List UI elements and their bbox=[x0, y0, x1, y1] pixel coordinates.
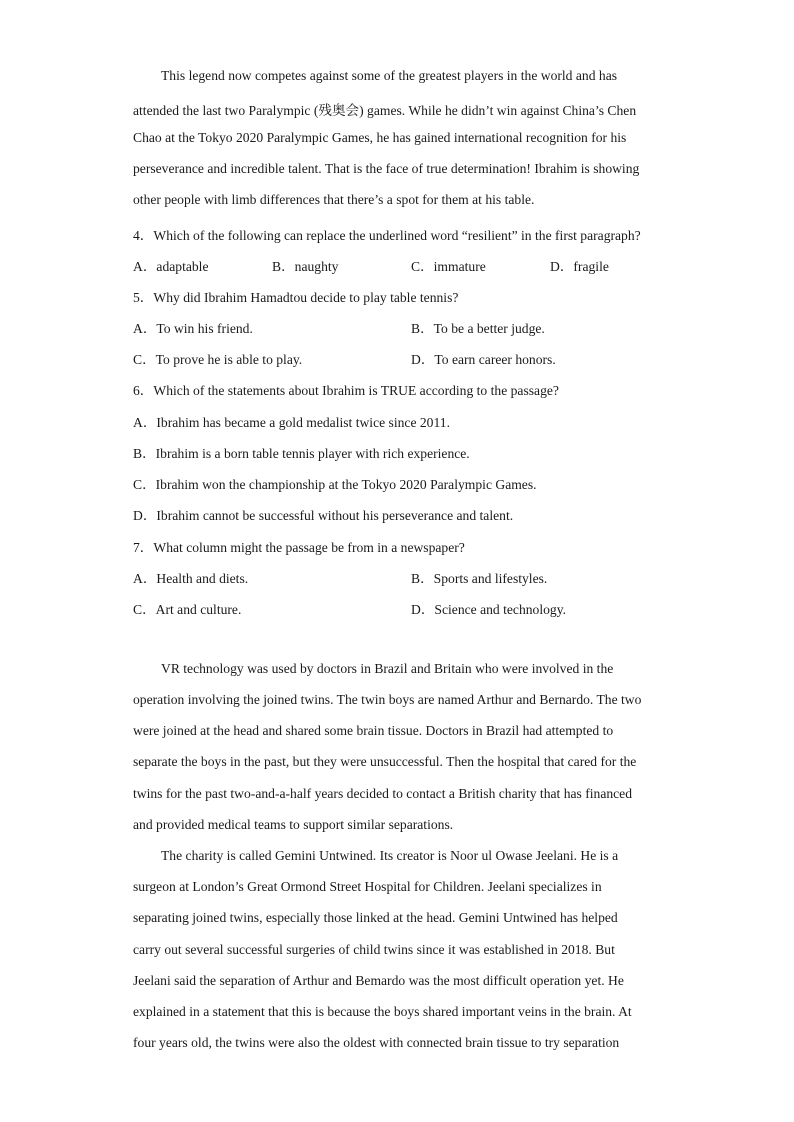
q7-option-d: D．Science and technology. bbox=[411, 602, 567, 617]
passage1-line: perseverance and incredible talent. That is the face of true determination! Ibrahim is showing bbox=[133, 161, 640, 176]
passage2-line: VR technology was used by doctors in Brazil and Britain who were involved in the bbox=[161, 661, 614, 676]
q5-option-a: A．To win his friend. bbox=[133, 321, 253, 336]
passage2-line: surgeon at London’s Great Ormond Street Hospital for Children. Jeelani specializes in bbox=[133, 879, 602, 894]
q7-option-a: A．Health and diets. bbox=[133, 571, 249, 586]
question-7-stem: 7．What column might the passage be from in a newspaper? bbox=[133, 540, 465, 555]
passage2-line: explained in a statement that this is because the boys shared important veins in the brain. At bbox=[133, 1004, 632, 1019]
passage2-line: and provided medical teams to support similar separations. bbox=[133, 817, 454, 832]
passage1-line: Chao at the Tokyo 2020 Paralympic Games, he has gained international recognition for his bbox=[133, 130, 627, 145]
passage2-line: were joined at the head and shared some brain tissue. Doctors in Brazil had attempted to bbox=[133, 723, 614, 738]
q6-option-b: B．Ibrahim is a born table tennis player with rich experience. bbox=[133, 446, 470, 461]
q4-option-c: C．immature bbox=[411, 259, 486, 274]
passage2-line: four years old, the twins were also the oldest with connected brain tissue to try separation bbox=[133, 1035, 620, 1050]
q6-option-a: A．Ibrahim has became a gold medalist twice since 2011. bbox=[133, 415, 450, 430]
passage1-line: This legend now competes against some of the greatest players in the world and has bbox=[161, 68, 618, 83]
passage2-line: Jeelani said the separation of Arthur and Bemardo was the most difficult operation yet. He bbox=[133, 973, 624, 988]
question-4-stem: 4．Which of the following can replace the underlined word “resilient” in the first paragraph? bbox=[133, 228, 641, 243]
q5-option-b: B．To be a better judge. bbox=[411, 321, 545, 336]
passage2-line: carry out several successful surgeries of child twins since it was established in 2018. But bbox=[133, 942, 615, 957]
q4-option-b: B．naughty bbox=[272, 259, 339, 274]
q7-option-c: C．Art and culture. bbox=[133, 602, 242, 617]
q4-option-a: A．adaptable bbox=[133, 259, 209, 274]
q6-option-c: C．Ibrahim won the championship at the Tokyo 2020 Paralympic Games. bbox=[133, 477, 537, 492]
passage1-line: other people with limb differences that there’s a spot for them at his table. bbox=[133, 192, 535, 207]
q6-option-d: D．Ibrahim cannot be successful without his perseverance and talent. bbox=[133, 508, 514, 523]
question-5-stem: 5．Why did Ibrahim Hamadtou decide to play table tennis? bbox=[133, 290, 459, 305]
q5-option-d: D．To earn career honors. bbox=[411, 352, 556, 367]
question-6-stem: 6．Which of the statements about Ibrahim is TRUE according to the passage? bbox=[133, 383, 559, 398]
q7-option-b: B．Sports and lifestyles. bbox=[411, 571, 548, 586]
q4-option-d: D．fragile bbox=[550, 259, 609, 274]
passage2-line: operation involving the joined twins. The twin boys are named Arthur and Bernardo. The two bbox=[133, 692, 642, 707]
passage2-line: separating joined twins, especially those linked at the head. Gemini Untwined has helped bbox=[133, 910, 618, 925]
q5-option-c: C．To prove he is able to play. bbox=[133, 352, 303, 367]
passage2-line: twins for the past two-and-a-half years decided to contact a British charity that has financed bbox=[133, 786, 633, 801]
passage2-line: The charity is called Gemini Untwined. Its creator is Noor ul Owase Jeelani. He is a bbox=[161, 848, 619, 863]
passage1-line: attended the last two Paralympic (残奥会) games. While he didn’t win against China’s Chen bbox=[133, 103, 637, 118]
passage2-line: separate the boys in the past, but they were unsuccessful. Then the hospital that cared for the bbox=[133, 754, 637, 769]
